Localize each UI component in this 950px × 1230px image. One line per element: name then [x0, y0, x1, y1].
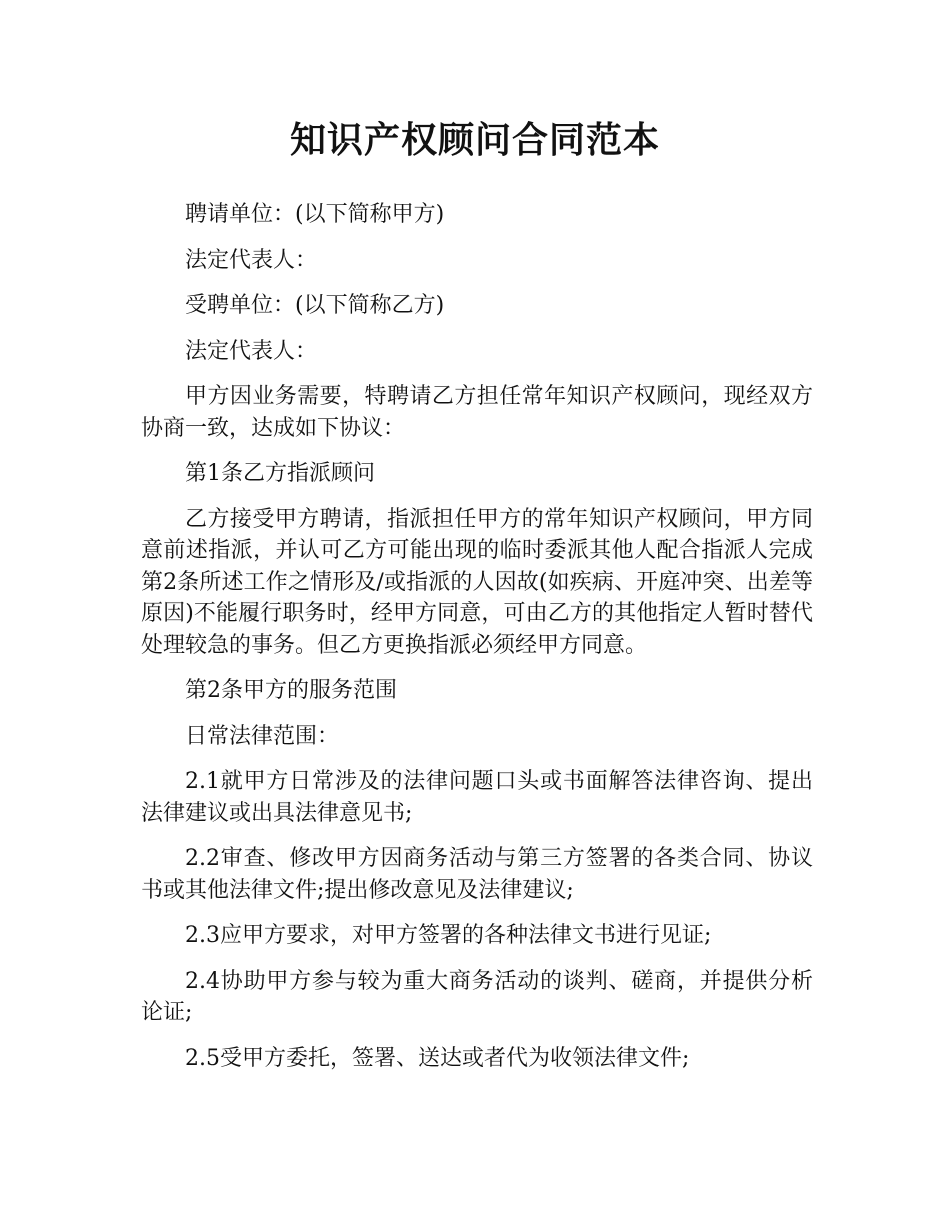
article-1-body: 乙方接受甲方聘请，指派担任甲方的常年知识产权顾问，甲方同意前述指派，并认可乙方可能出现的临时委派其他人配合指派人完成第2条所述工作之情形及/或指派的人因故(如疾病、开庭冲突、出差等原因)不能履行职务时，经甲方同意，可由乙方的其他指定人暂时替代处理较急的事务。但乙方更换指派必须经甲方同意。 [141, 506, 813, 658]
document-body [141, 199, 813, 1088]
article-2-heading: 第2条甲方的服务范围 [185, 678, 397, 703]
paragraph-employer-representative: 法定代表人： [185, 247, 318, 273]
clause-2-1: 2.1就甲方日常涉及的法律问题口头或书面解答法律咨询、提出法律建议或出具法律意见书; [141, 769, 813, 826]
paragraph-preamble: 甲方因业务需要，特聘请乙方担任常年知识产权顾问，现经双方协商一致，达成如下协议： [141, 384, 813, 441]
document-title: 知识产权顾问合同范本 [289, 120, 660, 161]
paragraph-employee: 受聘单位：(以下简称乙方) [185, 293, 445, 318]
clause-2-4: 2.4协助甲方参与较为重大商务活动的谈判、磋商，并提供分析论证; [141, 968, 813, 1025]
paragraph-employee-representative: 法定代表人： [185, 338, 318, 364]
clause-2-2: 2.2审查、修改甲方因商务活动与第三方签署的各类合同、协议书或其他法律文件;提出修改意见及法律建议; [141, 846, 813, 903]
paragraph-employer: 聘请单位：(以下简称甲方) [185, 202, 445, 227]
article-1-heading: 第1条乙方指派顾问 [185, 461, 375, 486]
article-2-subheading: 日常法律范围： [185, 723, 340, 749]
clause-2-5: 2.5受甲方委托，签署、送达或者代为收领法律文件; [185, 1045, 690, 1071]
clause-2-3: 2.3应甲方要求，对甲方签署的各种法律文书进行见证; [185, 923, 712, 948]
